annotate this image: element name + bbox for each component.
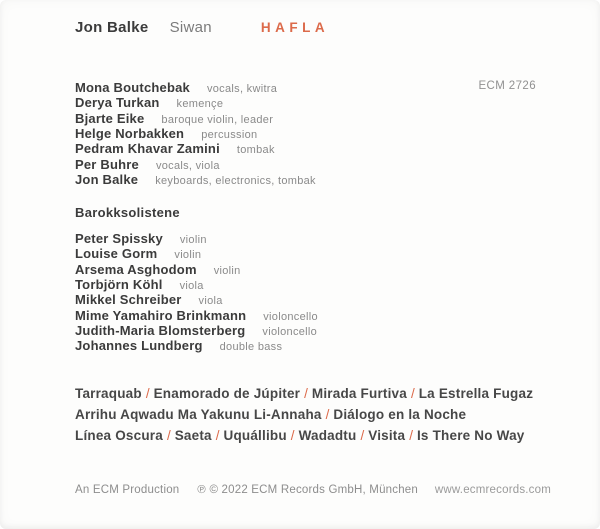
musician-name: Louise Gorm bbox=[75, 246, 158, 262]
track-separator: / bbox=[409, 428, 413, 443]
copyright-notice: ℗ © 2022 ECM Records GmbH, München bbox=[197, 484, 418, 496]
track-separator: / bbox=[325, 407, 330, 422]
musician-name: Jon Balke bbox=[75, 172, 139, 188]
ensemble-heading: Barokksolistene bbox=[75, 205, 180, 220]
musician-name: Torbjörn Köhl bbox=[75, 277, 163, 293]
track-title: Tarraquab bbox=[75, 386, 142, 401]
album-title: HAFLA bbox=[260, 20, 330, 35]
musician-instrument: viola bbox=[198, 295, 223, 308]
track-title: Uquállibu bbox=[223, 428, 287, 443]
credit-row bbox=[75, 278, 318, 293]
musician-name: Johannes Lundberg bbox=[75, 338, 203, 354]
track-line bbox=[75, 383, 555, 404]
credit-row bbox=[75, 173, 316, 188]
musician-instrument: violin bbox=[179, 234, 207, 246]
musician-instrument: baroque violin, leader bbox=[161, 113, 274, 126]
track-title: Mirada Furtiva bbox=[311, 386, 407, 401]
track-separator: / bbox=[304, 386, 308, 401]
catalog-number: ECM 2726 bbox=[478, 80, 536, 92]
musician-name: Bjarte Eike bbox=[75, 110, 145, 126]
musician-name: Arsema Asghodom bbox=[75, 261, 197, 277]
musician-instrument: double bass bbox=[219, 341, 283, 354]
musician-instrument: violin bbox=[174, 249, 202, 262]
musician-name: Peter Spissky bbox=[75, 231, 163, 246]
track-title: Visita bbox=[368, 428, 406, 443]
musician-instrument: keyboards, electronics, tombak bbox=[155, 175, 316, 188]
track-separator: / bbox=[215, 428, 220, 443]
musician-name: Per Buhre bbox=[75, 156, 139, 172]
track-title: Enamorado de Júpiter bbox=[153, 386, 301, 401]
track-title: Línea Oscura bbox=[75, 428, 163, 443]
musician-instrument: vocals, kwitra bbox=[206, 83, 278, 95]
credit-row bbox=[75, 309, 318, 324]
credit-row bbox=[75, 142, 316, 157]
credit-row bbox=[75, 158, 316, 173]
musician-instrument: violoncello bbox=[263, 310, 318, 323]
series-title: Siwan bbox=[169, 19, 212, 36]
musician-name: Mime Yamahiro Brinkmann bbox=[75, 307, 247, 323]
track-separator: / bbox=[410, 386, 415, 401]
track-separator: / bbox=[166, 428, 171, 443]
credit-row bbox=[75, 247, 318, 262]
musician-instrument: violin bbox=[213, 264, 241, 277]
musician-instrument: tombak bbox=[236, 144, 275, 157]
track-title: Wadadtu bbox=[298, 428, 357, 443]
track-separator: / bbox=[290, 428, 295, 443]
credit-row bbox=[75, 81, 316, 96]
musician-name: Helge Norbakken bbox=[75, 126, 185, 142]
credit-row bbox=[75, 339, 318, 354]
track-separator: / bbox=[145, 386, 150, 401]
track-separator: / bbox=[360, 428, 365, 443]
track-title: Saeta bbox=[174, 428, 212, 443]
credit-row bbox=[75, 324, 318, 339]
label-website: www.ecmrecords.com bbox=[434, 484, 551, 496]
musician-instrument: vocals, viola bbox=[155, 159, 220, 172]
production-credit: An ECM Production bbox=[75, 484, 180, 496]
credit-row bbox=[75, 263, 318, 278]
musician-instrument: viola bbox=[179, 280, 204, 293]
track-title: La Estrella Fugaz bbox=[418, 386, 534, 401]
track-title: Diálogo en la Noche bbox=[333, 407, 467, 422]
track-line bbox=[75, 404, 555, 425]
musician-name: Pedram Khavar Zamini bbox=[75, 141, 220, 157]
musician-instrument: percussion bbox=[201, 129, 258, 142]
track-title: Arrihu Aqwadu Ma Yakunu Li-Annaha bbox=[75, 407, 322, 422]
cover-footer bbox=[75, 484, 551, 496]
credit-row bbox=[75, 293, 318, 308]
cover-header bbox=[75, 19, 329, 36]
artist-name: Jon Balke bbox=[75, 19, 149, 36]
credit-row bbox=[75, 127, 316, 142]
credit-row bbox=[75, 112, 316, 127]
musician-name: Mikkel Schreiber bbox=[75, 292, 182, 308]
track-line bbox=[75, 425, 555, 446]
ensemble-members-list bbox=[75, 232, 318, 355]
track-title: Is There No Way bbox=[416, 428, 525, 443]
personnel-list bbox=[75, 81, 316, 188]
track-list bbox=[75, 383, 555, 446]
musician-instrument: violoncello bbox=[262, 326, 318, 339]
musician-name: Judith-Maria Blomsterberg bbox=[75, 323, 246, 339]
musician-instrument: kemençe bbox=[176, 98, 224, 111]
credit-row bbox=[75, 96, 316, 111]
credit-row bbox=[75, 232, 318, 247]
musician-name: Mona Boutchebak bbox=[75, 80, 190, 95]
musician-name: Derya Turkan bbox=[75, 95, 160, 111]
